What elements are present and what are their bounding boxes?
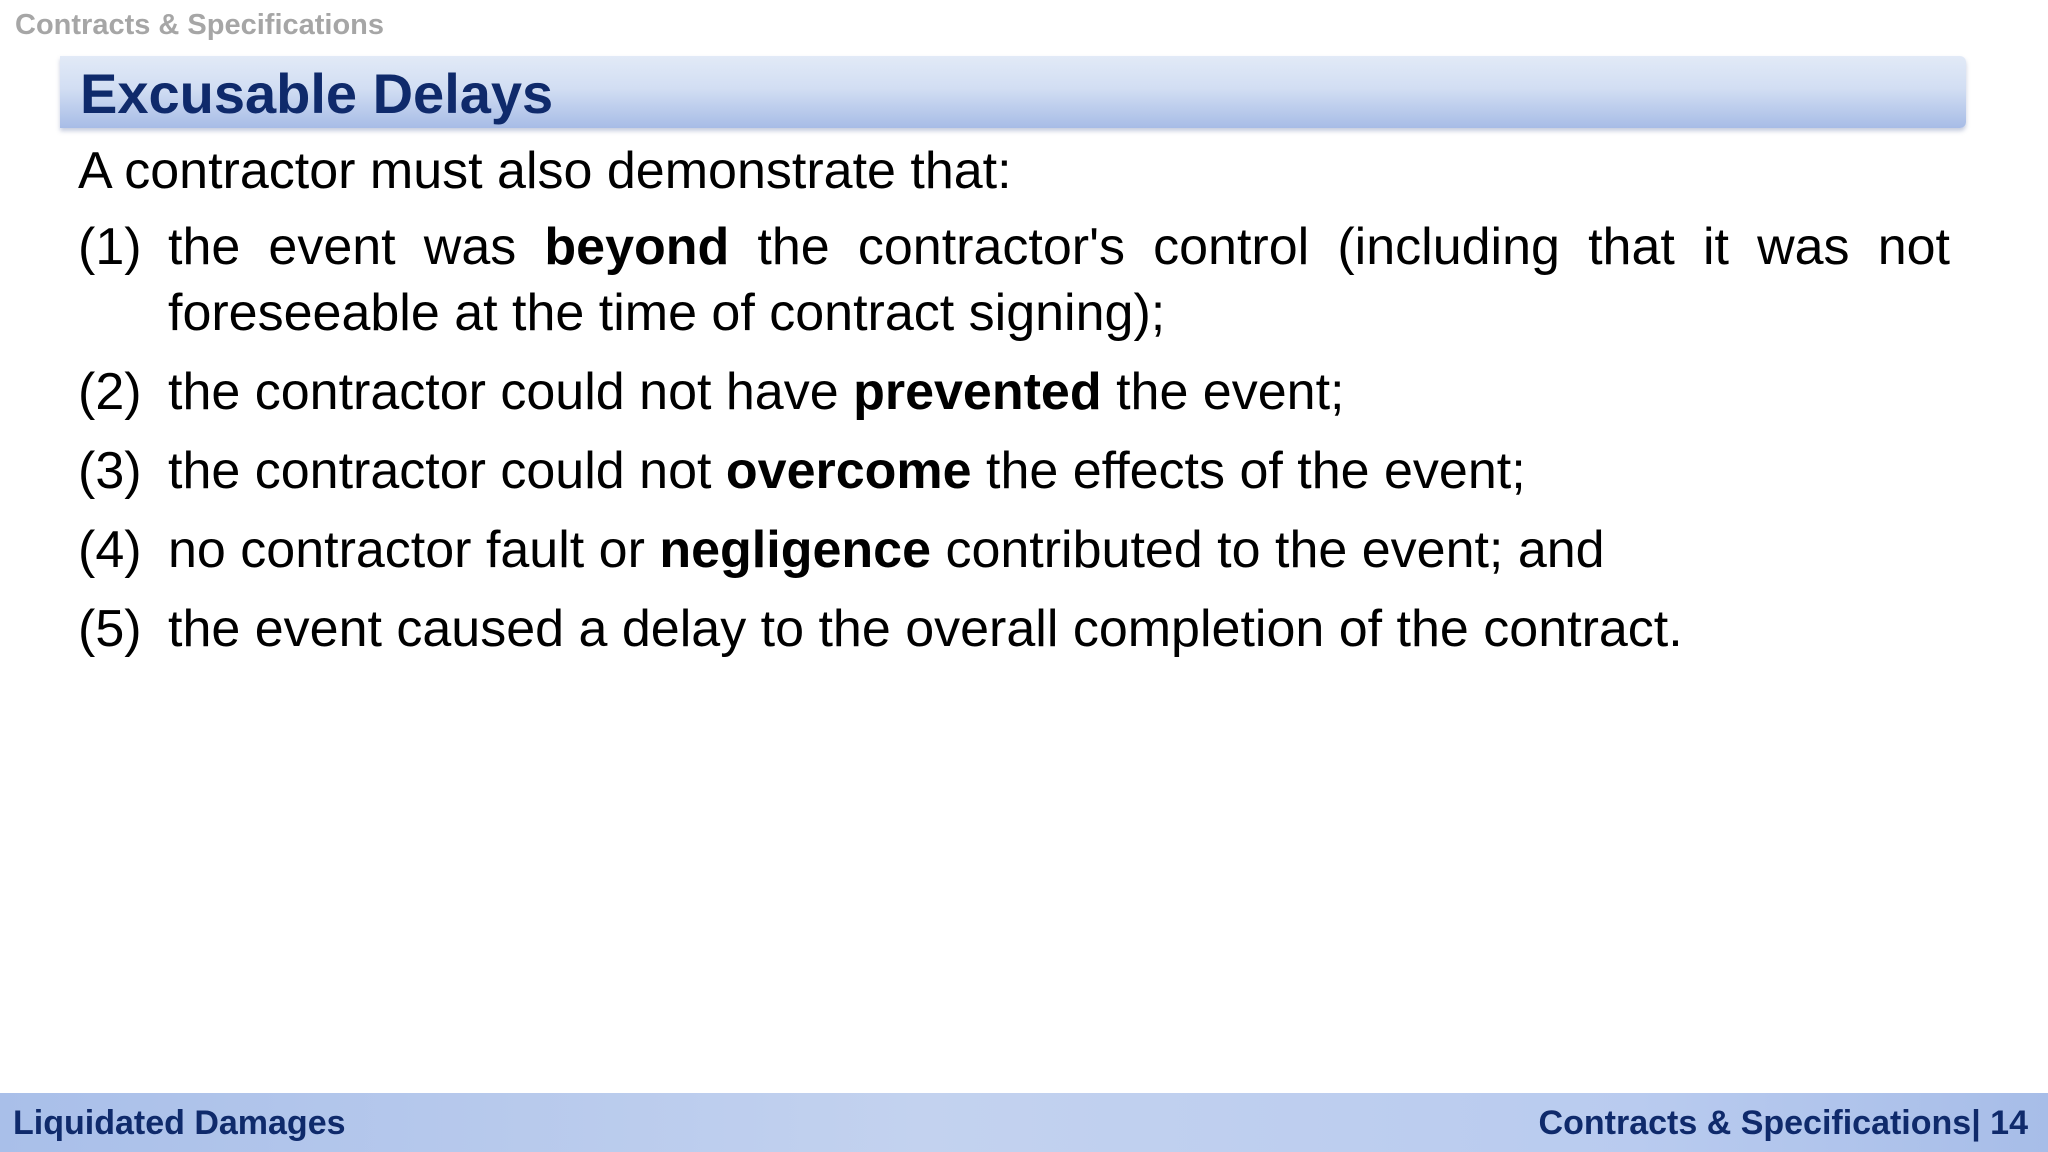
list-item-text-after: the event; [1101, 363, 1345, 421]
top-caption: Contracts & Specifications [15, 9, 385, 41]
footer-separator: | [1971, 1104, 1981, 1142]
list-item-keyword: prevented [853, 363, 1102, 421]
list-item-text-after: the effects of the event; [971, 442, 1526, 500]
list-item-text-before: the event caused a delay to the overall completion of the contract. [168, 600, 1683, 658]
list-item-number: (2) [78, 363, 142, 421]
list-item-number: (1) [78, 218, 142, 276]
list-item [78, 596, 1950, 662]
list-item [78, 359, 1950, 425]
list-item-keyword: overcome [725, 442, 972, 500]
list-item [78, 517, 1950, 583]
footer-section-title: Liquidated Damages [13, 1104, 346, 1142]
page-number: 14 [1990, 1104, 2028, 1142]
list-item-text [168, 517, 1950, 583]
footer-course-title: Contracts & Specifications [1538, 1104, 1972, 1142]
list-item-text [168, 438, 1950, 504]
list-item-text-before: no contractor fault or [168, 521, 660, 579]
slide-title: Excusable Delays [80, 62, 554, 125]
list-item-keyword: beyond [544, 218, 730, 276]
list-item-text-before: the event was [168, 218, 545, 276]
list-item-number: (4) [78, 521, 142, 579]
list-item-text-before: the contractor could not [168, 442, 726, 500]
slide-content [78, 138, 1950, 675]
list-item-text [168, 596, 1950, 662]
list-item-text [168, 359, 1950, 425]
list-item-keyword: negligence [659, 521, 931, 579]
footer-course-and-page [1539, 1100, 2028, 1146]
list-item-text-before: the contractor could not have [168, 363, 854, 421]
list-item [78, 214, 1950, 346]
list-item-text-after: the contractor's control (including that it was not foreseeable at the time of contract signing); [168, 218, 1950, 342]
list-item-number: (3) [78, 442, 142, 500]
list-item-text [168, 214, 1950, 346]
intro-text: A contractor must also demonstrate that: [78, 142, 1012, 200]
list-item-number: (5) [78, 600, 142, 658]
list-item [78, 438, 1950, 504]
list-item-text-after: contributed to the event; and [931, 521, 1605, 579]
